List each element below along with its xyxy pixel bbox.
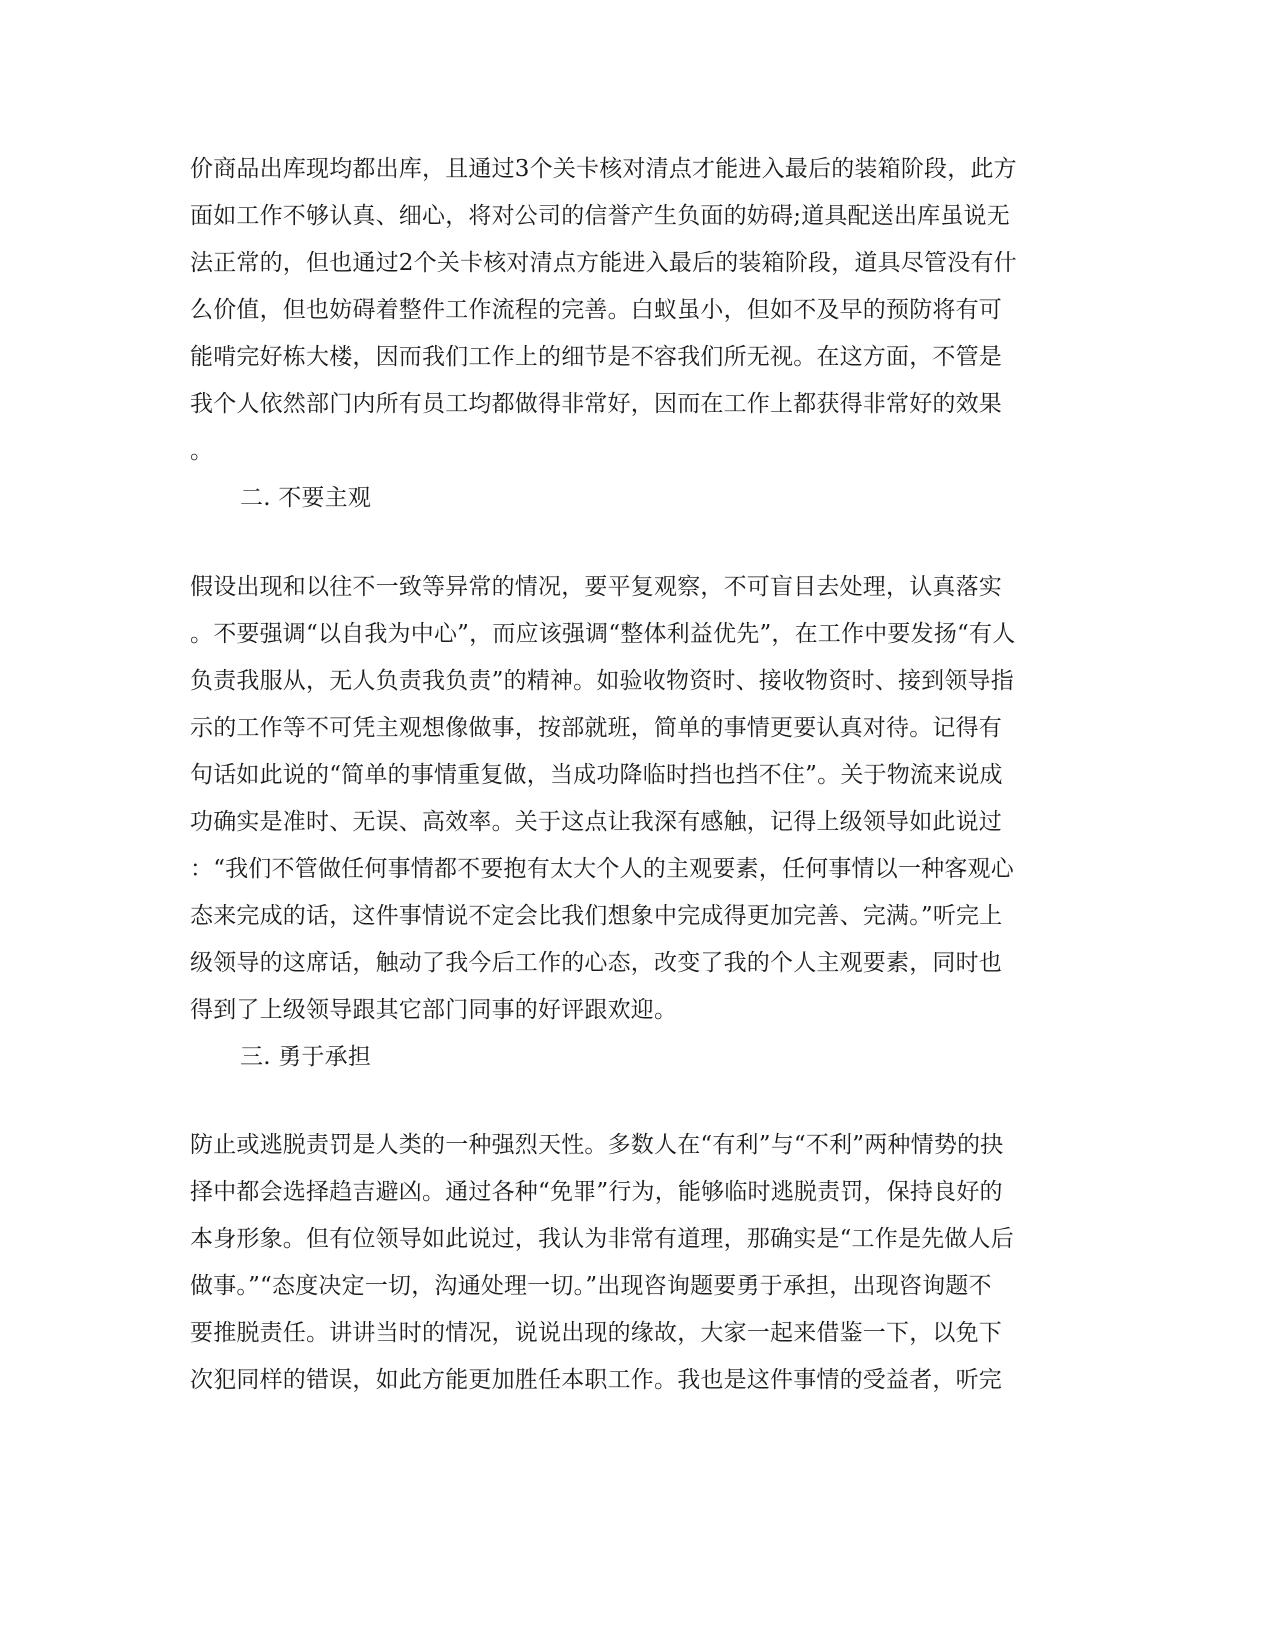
paragraph-line: 假设出现和以往不一致等异常的情况，要平复观察，不可盲目去处理，认真落实: [190, 574, 1002, 600]
paragraph-line: 负责我服从，无人负责我负责”的精神。如验收物资时、接收物资时、接到领导指: [190, 668, 1014, 694]
paragraph-line: 能啃完好栋大楼，因而我们工作上的细节是不容我们所无视。在这方面，不管是: [190, 344, 1002, 370]
paragraph-line: 要推脱责任。讲讲当时的情况，说说出现的缘故，大家一起来借鉴一下，以免下: [190, 1320, 1002, 1346]
paragraph-line: 次犯同样的错误，如此方能更加胜任本职工作。我也是这件事情的受益者，听完: [190, 1367, 1002, 1393]
paragraph-line: 句话如此说的“简单的事情重复做，当成功降临时挡也挡不住”。关于物流来说成: [190, 762, 1003, 788]
paragraph-line: 得到了上级领导跟其它部门同事的好评跟欢迎。: [190, 997, 678, 1023]
paragraph-line: 态来完成的话，这件事情说不定会比我们想象中完成得更加完善、完满。”听完上: [190, 903, 1003, 929]
paragraph-line: 。不要强调“以自我为中心”，而应该强调“整体利益优先”，在工作中要发扬“有人: [190, 621, 1016, 647]
paragraph-line: 面如工作不够认真、细心，将对公司的信誉产生负面的妨碍;道具配送出库虽说无: [190, 203, 1010, 229]
paragraph-line: 价商品出库现均都出库，且通过3个关卡核对清点才能进入最后的装箱阶段，此方: [190, 156, 1017, 182]
paragraph-line: 本身形象。但有位领导如此说过，我认为非常有道理，那确实是“工作是先做人后: [190, 1226, 1014, 1252]
paragraph-line: 级领导的这席话，触动了我今后工作的心态，改变了我的个人主观要素，同时也: [190, 950, 1002, 976]
section-heading-3: 三. 勇于承担: [240, 1044, 372, 1070]
paragraph-line: 么价值，但也妨碍着整件工作流程的完善。白蚁虽小，但如不及早的预防将有可: [190, 297, 1002, 323]
section-heading-2: 二. 不要主观: [240, 485, 372, 511]
paragraph-line: 防止或逃脱责罚是人类的一种强烈天性。多数人在“有利”与“不利”两种情势的抉: [190, 1132, 1004, 1158]
paragraph-line: 法正常的，但也通过2个关卡核对清点方能进入最后的装箱阶段，道具尽管没有什: [190, 250, 1017, 276]
paragraph-line: 功确实是准时、无误、高效率。关于这点让我深有感触，记得上级领导如此说过: [190, 809, 1002, 835]
paragraph-line: 择中都会选择趋吉避凶。通过各种“免罪”行为，能够临时逃脱责罚，保持良好的: [190, 1179, 1003, 1205]
paragraph-line: 示的工作等不可凭主观想像做事，按部就班，简单的事情更要认真对待。记得有: [190, 715, 1002, 741]
paragraph-line: 做事。”“态度决定一切，沟通处理一切。”出现咨询题要勇于承担，出现咨询题不: [190, 1273, 992, 1299]
paragraph-line: ：“我们不管做任何事情都不要抱有太大个人的主观要素，任何事情以一种客观心: [190, 856, 1014, 882]
paragraph-line: 。: [190, 438, 214, 464]
paragraph-line: 我个人依然部门内所有员工均都做得非常好，因而在工作上都获得非常好的效果: [190, 391, 1002, 417]
